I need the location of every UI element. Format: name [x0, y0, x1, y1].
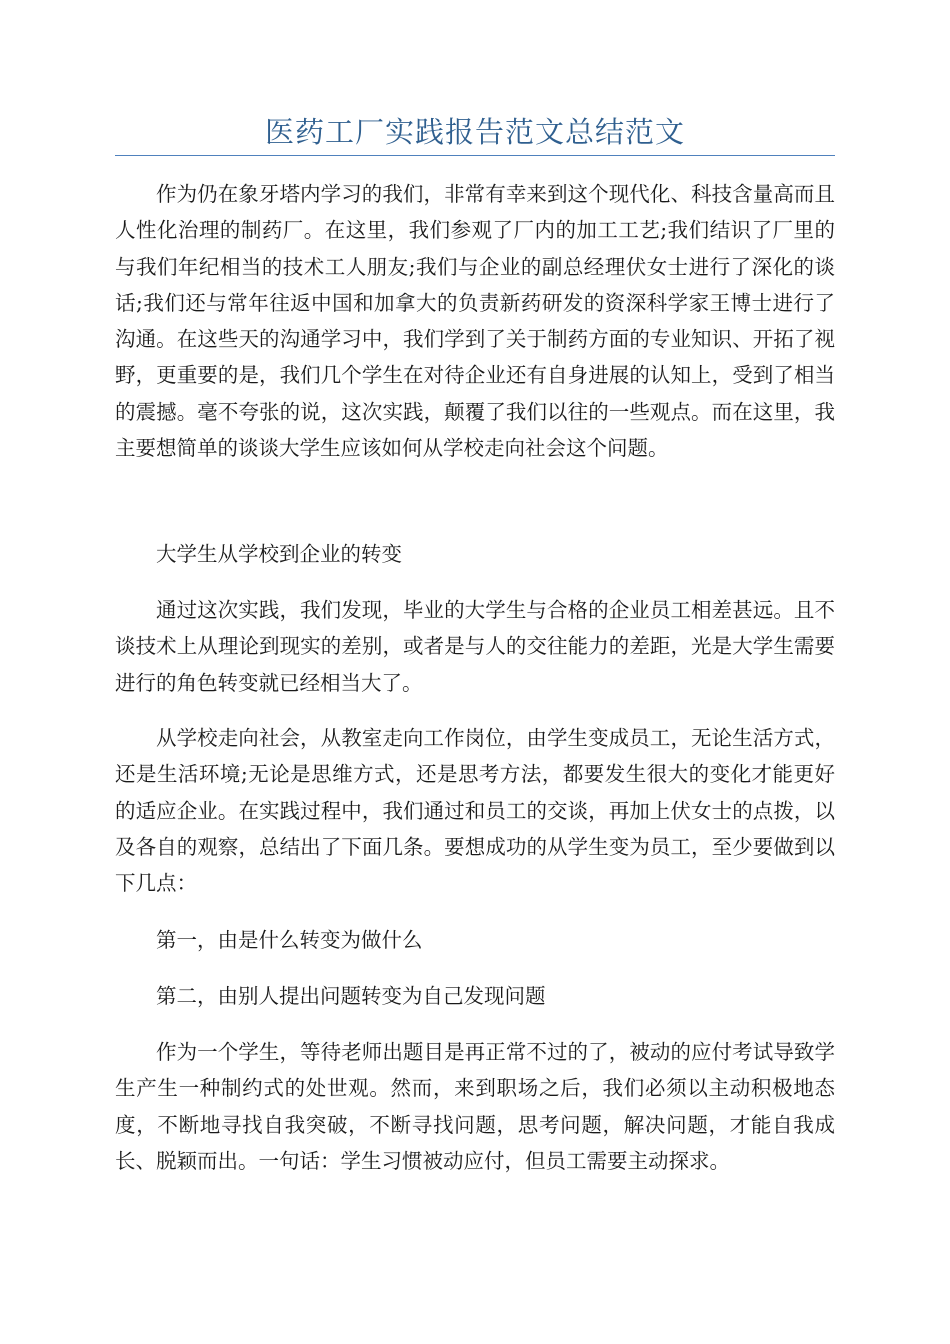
paragraph-change: 从学校走向社会，从教室走向工作岗位，由学生变成员工，无论生活方式，还是生活环境;无论是思维方式，还是思考方法，都要发生很大的变化才能更好的适应企业。在实践过程中，我们通过和员工的交谈，再加上伏女士的点拨，以及各自的观察，总结出了下面几条。要想成功的从学生变为员工，至少要做到以下几点： — [115, 726, 835, 896]
paragraph-intro: 作为仍在象牙塔内学习的我们，非常有幸来到这个现代化、科技含量高而且人性化治理的制药厂。在这里，我们参观了厂内的加工工艺;我们结识了厂里的与我们年纪相当的技术工人朋友;我们与企业的副总经理伏女士进行了深化的谈话;我们还与常年往返中国和加拿大的负责新药研发的资深科学家王博士进行了沟通。在这些天的沟通学习中，我们学到了关于制药方面的专业知识、开拓了视野，更重要的是，我们几个学生在对待企业还有自身进展的认知上，受到了相当的震撼。毫不夸张的说，这次实践，颠覆了我们以往的一些观点。而在这里，我主要想简单的谈谈大学生应该如何从学校走向社会这个问题。 — [115, 182, 835, 461]
title-underline-divider — [115, 155, 835, 156]
point-first: 第一，由是什么转变为做什么 — [156, 928, 423, 952]
paragraph-gap: 通过这次实践，我们发现，毕业的大学生与合格的企业员工相差甚远。且不谈技术上从理论到现实的差别，或者是与人的交往能力的差距，光是大学生需要进行的角色转变就已经相当大了。 — [115, 598, 835, 695]
document-title: 医药工厂实践报告范文总结范文 — [264, 115, 685, 149]
point-second: 第二，由别人提出问题转变为自己发现问题 — [156, 984, 546, 1008]
section-heading-transition: 大学生从学校到企业的转变 — [156, 542, 402, 566]
paragraph-student-vs-employee: 作为一个学生，等待老师出题目是再正常不过的了，被动的应付考试导致学生产生一种制约式的处世观。然而，来到职场之后，我们必须以主动积极地态度，不断地寻找自我突破，不断寻找问题，思考问题，解决问题，才能自我成长、脱颖而出。一句话：学生习惯被动应付，但员工需要主动探求。 — [115, 1040, 835, 1173]
